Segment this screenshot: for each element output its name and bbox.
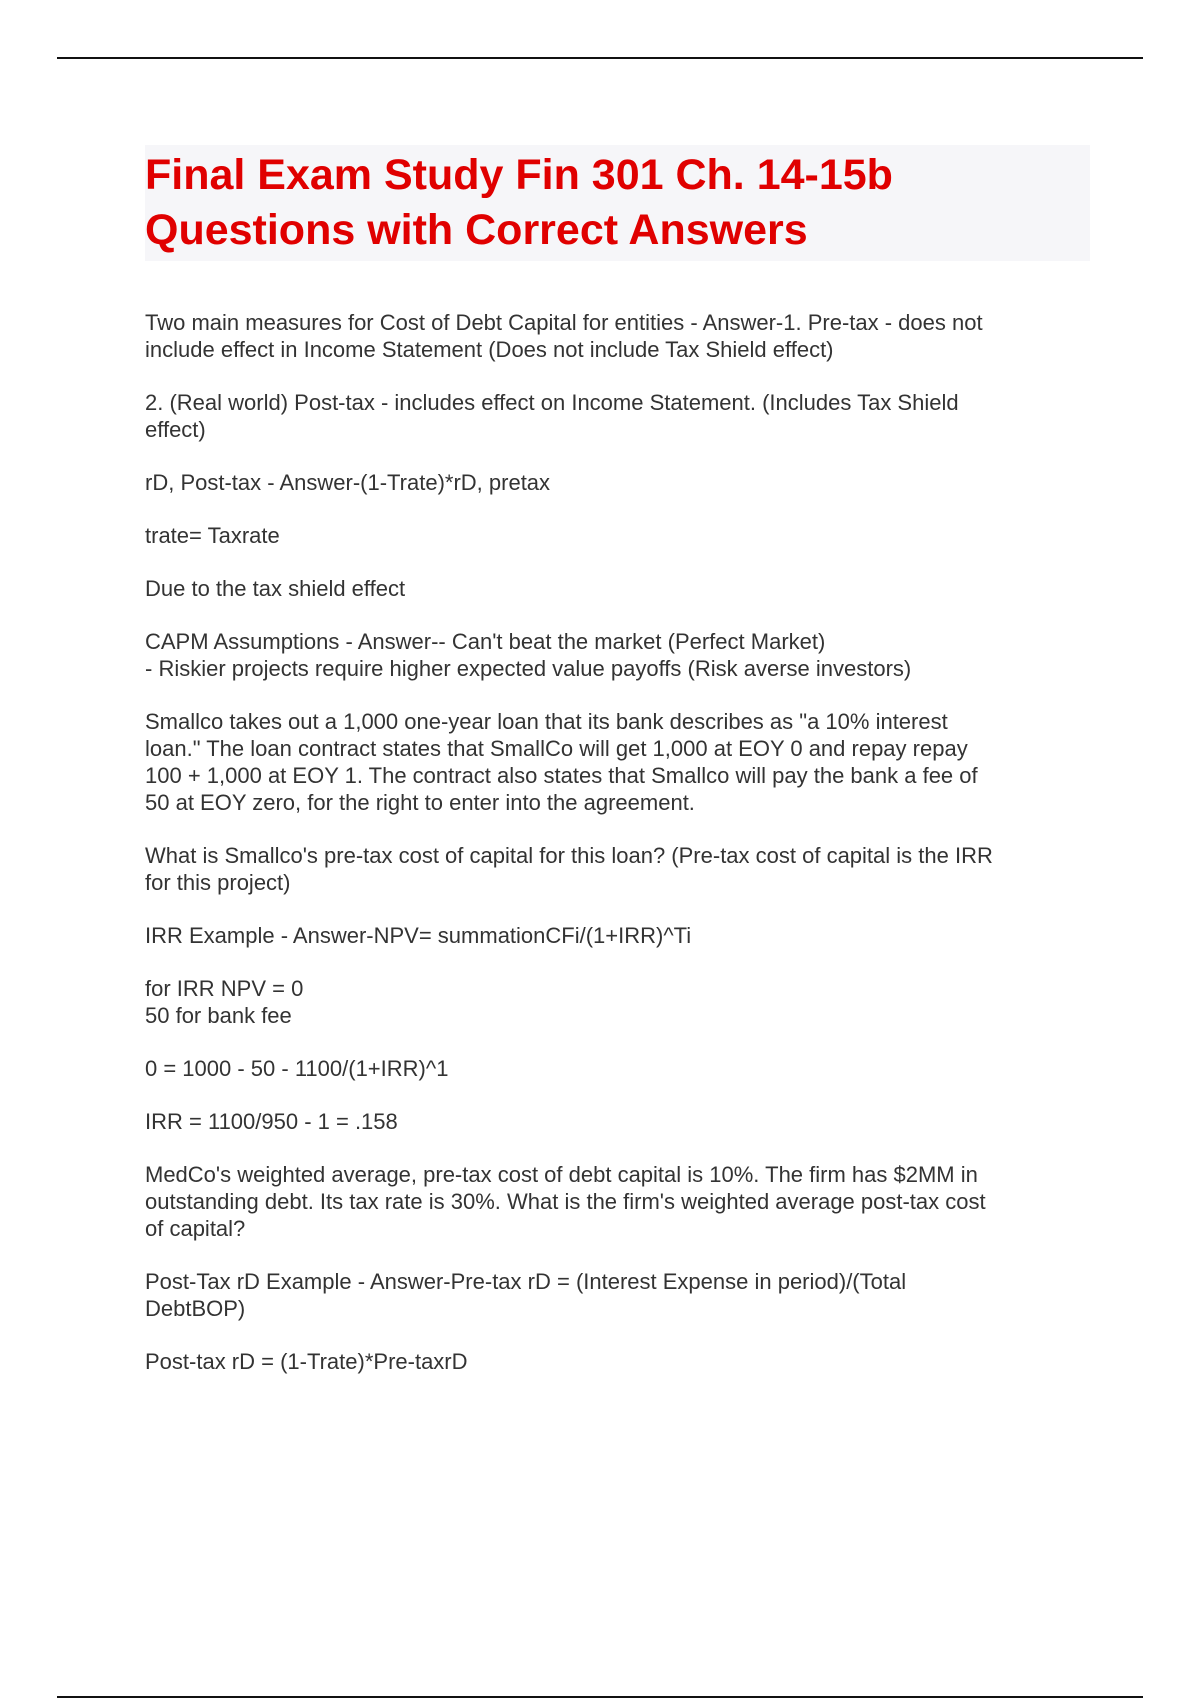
paragraph-line: for IRR NPV = 0 [145, 976, 304, 1001]
paragraph-line: 0 = 1000 - 50 - 1100/(1+IRR)^1 [145, 1056, 449, 1081]
paragraph-line: - Riskier projects require higher expected value payoffs (Risk averse investors) [145, 656, 912, 681]
paragraph [145, 975, 1090, 1029]
document-body [145, 145, 1090, 1401]
paragraph [145, 1108, 1090, 1135]
paragraph-line: IRR Example - Answer-NPV= summationCFi/(1+IRR)^Ti [145, 923, 692, 948]
paragraph-line: Due to the tax shield effect [145, 576, 406, 601]
title-line-2: Questions with Correct Answers [145, 206, 808, 254]
document-title [145, 145, 1090, 261]
paragraph-line: Post-tax rD = (1-Trate)*Pre-taxrD [145, 1349, 468, 1374]
paragraph-line: 50 at EOY zero, for the right to enter into the agreement. [145, 790, 695, 815]
paragraph-line: DebtBOP) [145, 1296, 246, 1321]
paragraph [145, 1268, 1090, 1322]
paragraph [145, 708, 1090, 816]
paragraph [145, 389, 1090, 443]
qa-paragraphs [145, 309, 1090, 1375]
paragraph [145, 309, 1090, 363]
paragraph-line: CAPM Assumptions - Answer-- Can't beat the market (Perfect Market) [145, 629, 826, 654]
paragraph [145, 842, 1090, 896]
bottom-rule [57, 1696, 1143, 1698]
paragraph-line: for this project) [145, 870, 291, 895]
title-line-1: Final Exam Study Fin 301 Ch. 14-15b [145, 151, 893, 199]
paragraph [145, 575, 1090, 602]
paragraph [145, 522, 1090, 549]
paragraph-line: IRR = 1100/950 - 1 = .158 [145, 1109, 398, 1134]
paragraph-line: What is Smallco's pre-tax cost of capital for this loan? (Pre-tax cost of capital is the IRR [145, 843, 993, 868]
paragraph-line: effect) [145, 417, 206, 442]
paragraph [145, 1161, 1090, 1242]
paragraph [145, 628, 1090, 682]
paragraph-line: loan." The loan contract states that SmallCo will get 1,000 at EOY 0 and repay repay [145, 736, 968, 761]
paragraph-line: Post-Tax rD Example - Answer-Pre-tax rD = (Interest Expense in period)/(Total [145, 1269, 907, 1294]
paragraph-line: Smallco takes out a 1,000 one-year loan that its bank describes as "a 10% interest [145, 709, 948, 734]
paragraph [145, 1055, 1090, 1082]
paragraph-line: outstanding debt. Its tax rate is 30%. What is the firm's weighted average post-tax cost [145, 1189, 986, 1214]
paragraph-line: include effect in Income Statement (Does not include Tax Shield effect) [145, 337, 834, 362]
paragraph-line: rD, Post-tax - Answer-(1-Trate)*rD, pretax [145, 470, 551, 495]
paragraph [145, 1348, 1090, 1375]
paragraph-line: 50 for bank fee [145, 1003, 292, 1028]
paragraph-line: trate= Taxrate [145, 523, 280, 548]
paragraph-line: 100 + 1,000 at EOY 1. The contract also states that Smallco will pay the bank a fee of [145, 763, 978, 788]
paragraph-line: 2. (Real world) Post-tax - includes effect on Income Statement. (Includes Tax Shield [145, 390, 959, 415]
top-rule [57, 57, 1143, 59]
paragraph-line: MedCo's weighted average, pre-tax cost of debt capital is 10%. The firm has $2MM in [145, 1162, 978, 1187]
paragraph-line: of capital? [145, 1216, 246, 1241]
paragraph [145, 469, 1090, 496]
paragraph-line: Two main measures for Cost of Debt Capital for entities - Answer-1. Pre-tax - does not [145, 310, 983, 335]
paragraph [145, 922, 1090, 949]
